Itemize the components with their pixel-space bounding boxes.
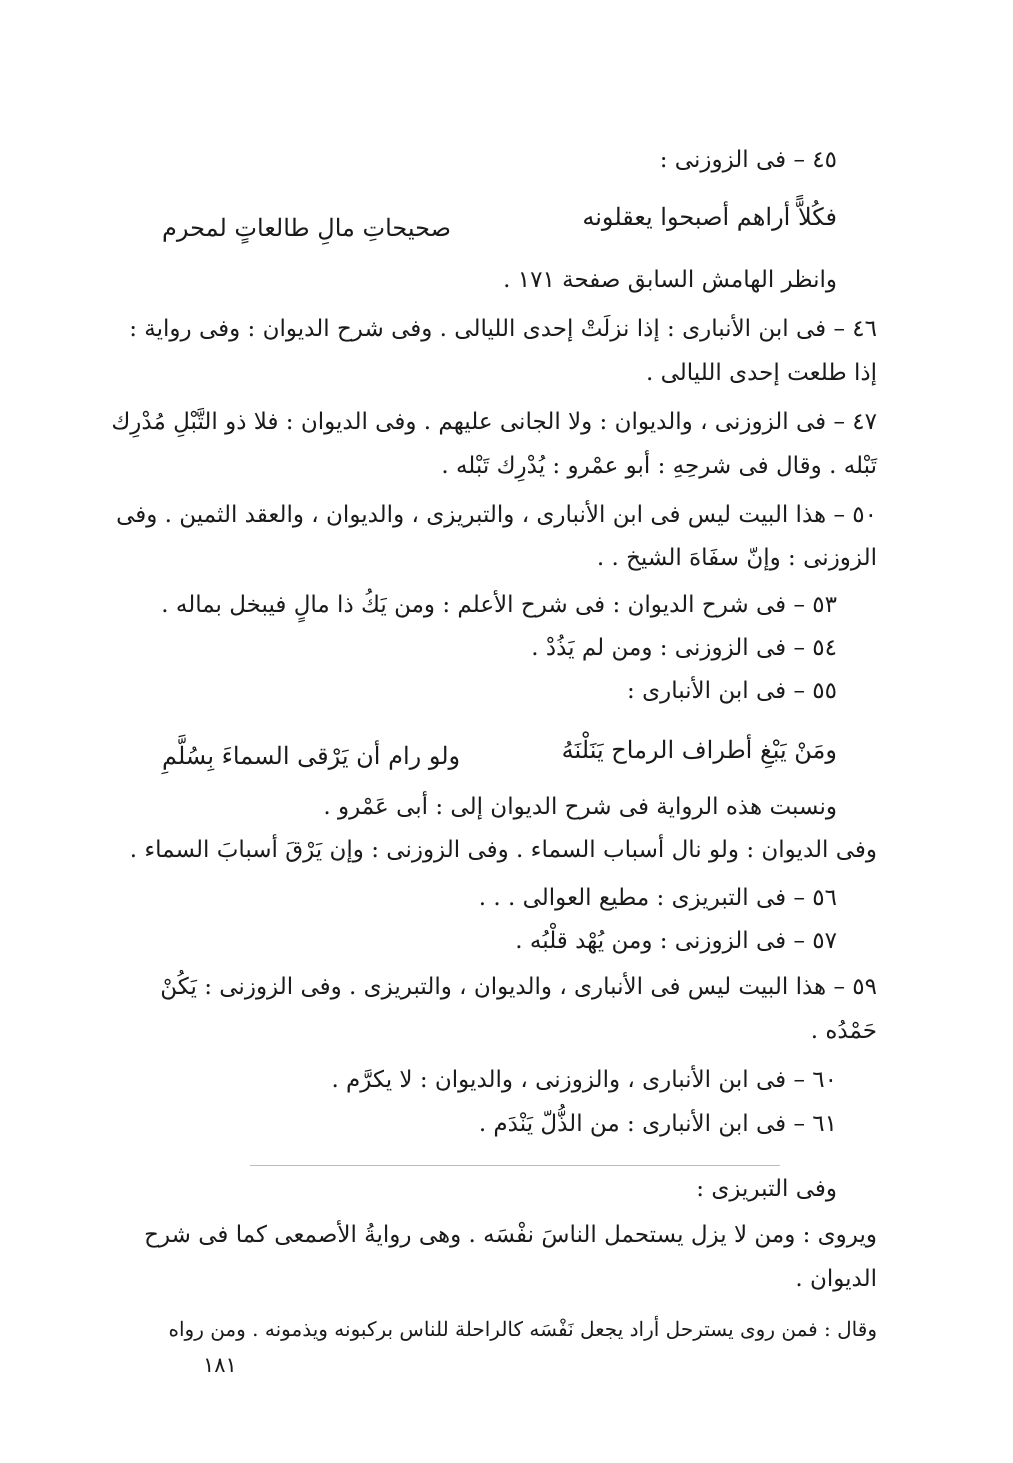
note-46: ٤٦ – فى ابن الأنبارى : إذا نزلَتْ إحدى الليالى . وفى شرح الديوان : وفى رواية :: [129, 316, 877, 342]
verse-hemistich-left: ولو رام أن يَرْقى السماءَ بِسُلَّمِ: [162, 742, 461, 770]
note-54: ٥٤ – فى الزوزنى : ومن لم يَذُدْ .: [531, 635, 837, 661]
verse-hemistich-right: ومَنْ يَبْغِ أطراف الرماح يَنَلْنَهُ: [561, 736, 837, 764]
text-line: إذا طلعت إحدى الليالى .: [646, 360, 877, 386]
text-line: الديوان .: [795, 1266, 877, 1292]
text-line: الزوزنى : وإنّ سفَاهَ الشيخ . .: [596, 545, 877, 571]
note-50: ٥٠ – هذا البيت ليس فى ابن الأنبارى ، والتبريزى ، والديوان ، والعقد الثمين . وفى: [116, 502, 877, 528]
text-line: ونسبت هذه الرواية فى شرح الديوان إلى : أبى عَمْرو .: [323, 794, 837, 820]
verse-hemistich-right: فكُلاًّ أراهم أصبحوا يعقلونه: [582, 203, 837, 231]
text-line: وفى الديوان : ولو نال أسباب السماء . وفى الزوزنى : وإن يَرْقَ أسبابَ السماء .: [129, 837, 877, 863]
note-61: ٦١ – فى ابن الأنبارى : من الذُّلّ يَنْدَم .: [478, 1111, 837, 1137]
text-line: وانظر الهامش السابق صفحة ١٧١ .: [503, 267, 837, 293]
note-47: ٤٧ – فى الزوزنى ، والديوان : ولا الجانى عليهم . وفى الديوان : فلا ذو التَّبْلِ مُدْرِك: [111, 409, 877, 435]
text-line: حَمْدُه .: [810, 1018, 877, 1044]
note-59: ٥٩ – هذا البيت ليس فى الأنبارى ، والديوان ، والتبريزى . وفى الزوزنى : يَكُنْ: [160, 974, 877, 1000]
note-45-heading: ٤٥ – فى الزوزنى :: [659, 147, 837, 173]
separator-line: [250, 1165, 780, 1166]
verse-hemistich-left: صحيحاتِ مالِ طالعاتٍ لمحرم: [162, 214, 451, 242]
text-line: ويروى : ومن لا يزل يستحمل الناسَ نفْسَه . وهى روايةُ الأصمعى كما فى شرح: [144, 1222, 877, 1248]
text-line: وفى التبريزى :: [696, 1176, 837, 1202]
note-53: ٥٣ – فى شرح الديوان : فى شرح الأعلم : ومن يَكُ ذا مالٍ فيبخل بماله .: [161, 592, 837, 618]
note-57: ٥٧ – فى الزوزنى : ومن يُهْد قلْبُه .: [515, 928, 837, 954]
note-56: ٥٦ – فى التبريزى : مطيع العوالى . . .: [478, 885, 837, 911]
note-55-heading: ٥٥ – فى ابن الأنبارى :: [627, 678, 837, 704]
note-60: ٦٠ – فى ابن الأنبارى ، والزوزنى ، والديوان : لا يكرَّم .: [331, 1067, 837, 1093]
text-line: وقال : فمن روى يسترحل أراد يجعل نَفْسَه كالراحلة للناس بركبونه ويذمونه . ومن رواه: [168, 1317, 877, 1341]
page-number: ١٨١: [203, 1353, 237, 1377]
text-line: تَبْله . وقال فى شرحِهِ : أبو عمْرو : يُدْرِك تَبْله .: [441, 453, 877, 479]
